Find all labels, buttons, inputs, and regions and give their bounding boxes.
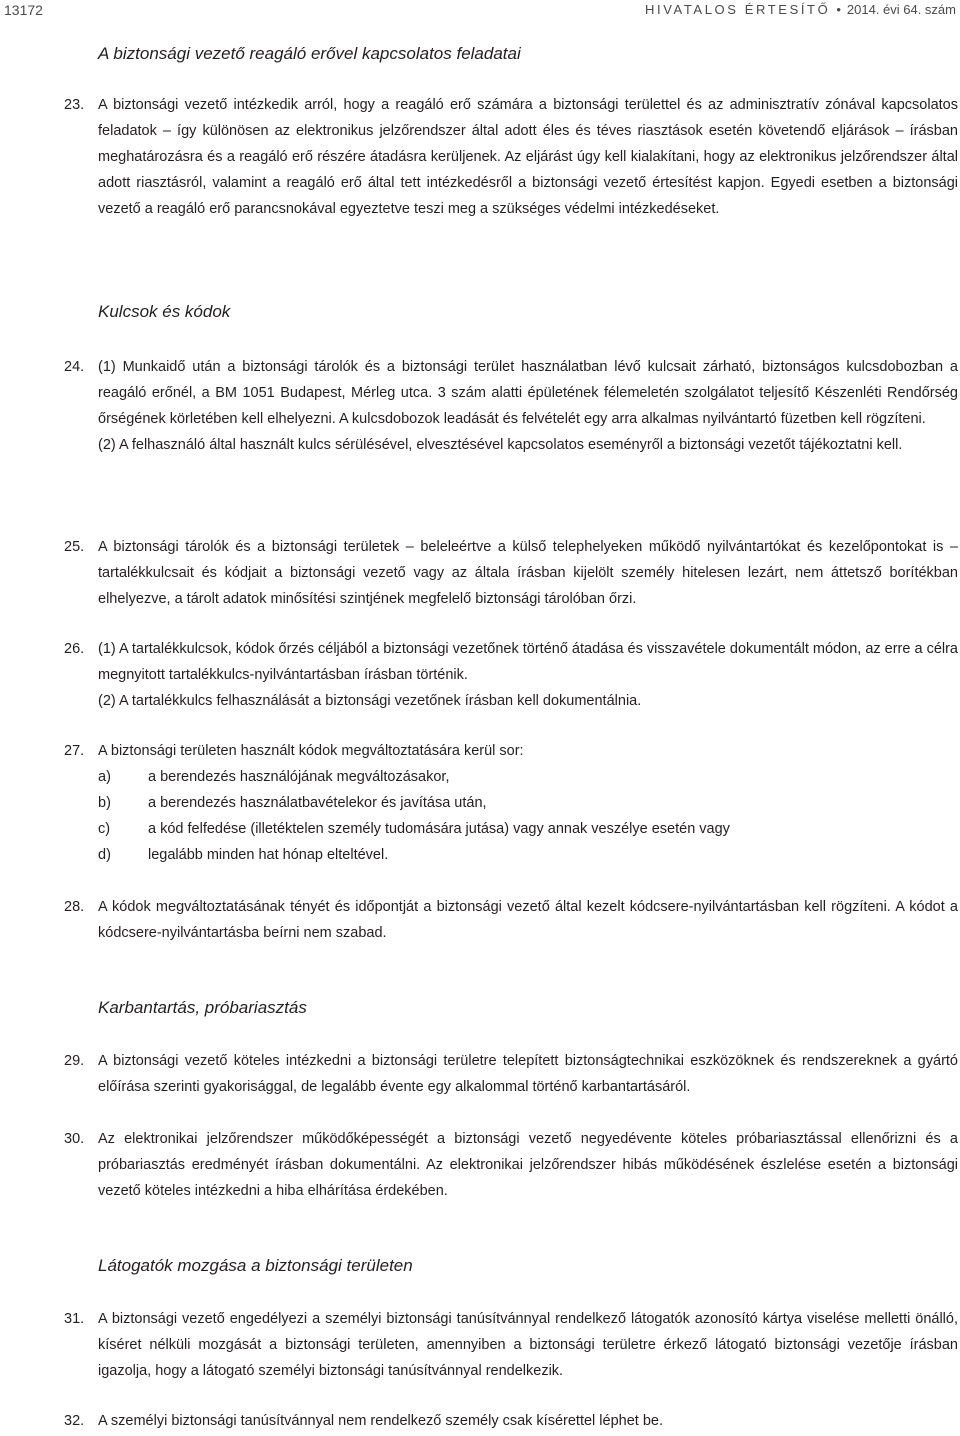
- paragraph-text-1: (1) A tartalékkulcsok, kódok őrzés céljából a biztonsági vezetőnek történő átadása és visszavétele dokumentált módon, az erre a célra megnyitott tartalékkulcs-nyilvántartásban írásban történik.: [98, 641, 958, 683]
- paragraph-number: 26.: [64, 641, 85, 657]
- list-label: a): [98, 769, 111, 785]
- list-item: [98, 764, 958, 790]
- list-item: [98, 816, 958, 842]
- list-text: a berendezés használójának megváltozásakor,: [148, 769, 450, 785]
- section-heading-latogatok: Látogatók mozgása a biztonsági területen: [98, 1256, 413, 1275]
- paragraph-number: 32.: [64, 1413, 85, 1429]
- section-heading-karbantartas: Karbantartás, próbariasztás: [98, 998, 307, 1017]
- paragraph-number: 27.: [64, 743, 85, 759]
- page-header: [0, 0, 960, 28]
- paragraph-number: 25.: [64, 539, 85, 555]
- section-heading-reagalo-ero: A biztonsági vezető reagáló erővel kapcsolatos feladatai: [98, 44, 521, 63]
- section-heading-kulcsok: Kulcsok és kódok: [98, 302, 231, 321]
- list-item: [98, 842, 958, 868]
- journal-title: HIVATALOS ÉRTESÍTŐ: [645, 2, 831, 17]
- list-label: c): [98, 821, 111, 837]
- list-label: d): [98, 847, 111, 863]
- paragraph-number: 28.: [64, 899, 85, 915]
- list-text: legalább minden hat hónap elteltével.: [148, 847, 389, 863]
- paragraph-text: A személyi biztonsági tanúsítvánnyal nem rendelkező személy csak kísérettel léphet be.: [98, 1413, 663, 1429]
- paragraph-number: 31.: [64, 1311, 85, 1327]
- journal-info: [645, 2, 956, 17]
- list-text: a berendezés használatbavételekor és javítása után,: [148, 795, 487, 811]
- paragraph-text: Az elektronikai jelzőrendszer működőképességét a biztonsági vezető negyedévente köteles próbariasztással ellenőrizni és a próbariasztás eredményét írásban dokumentálni. Az elektronikai jelzőrendszer hibás működésének észlelése esetén a biztonsági vezető köteles intézkedni a hiba elhárítása érdekében.: [98, 1131, 958, 1199]
- paragraph-text: A biztonsági vezető intézkedik arról, hogy a reagáló erő számára a biztonsági területtel és az adminisztratív zónával kapcsolatos feladatok – így különösen az elektronikus jelzőrendszer által adott éles és téves riasztások esetén követendő eljárások – írásban meghatározásra és a reagáló erő részére átadásra kerüljenek. Az eljárást úgy kell kialakítani, hogy az elektronikus jelzőrendszer által adott riasztásról, valamint a reagáló erő által tett intézkedésről a biztonsági vezető értesítést kapjon. Egyedi esetben a biztonsági vezető a reagáló erő parancsnokával egyeztetve teszi meg a szükséges védelmi intézkedéseket.: [98, 97, 958, 217]
- paragraph-text: A biztonsági tárolók és a biztonsági területek – beleleértve a külső telephelyeken működő nyilvántartókat és kezelőpontokat is – tartalékkulcsait és kódjait a biztonsági vezető vagy az általa írásban kijelölt személy hitelesen lezárt, nem áttetsző borítékban elhelyezve, a tárolt adatok minősítési szintjének megfelelő biztonsági tárolóban őrzi.: [98, 539, 958, 607]
- paragraph-text-1: (1) Munkaidő után a biztonsági tárolók és a biztonsági terület használatban lévő kulcsait zárható, biztonságos kulcsdobozban a reagáló erőnél, a BM 1051 Budapest, Mérleg utca. 3 szám alatti épületének félemeletén szolgálatot teljesítő Készenléti Rendőrség őrségének körletében kell elhelyezni. A kulcsdobozok leadását és felvételét egy arra alkalmas nyilvántartó füzetben kell rögzíteni.: [98, 359, 958, 427]
- bullet-separator: •: [836, 2, 841, 17]
- page-number: 13172: [4, 2, 43, 18]
- paragraph-text: A biztonsági vezető engedélyezi a személyi biztonsági tanúsítvánnyal rendelkező látogatók azonosító kártya viselése melletti önálló, kíséret nélküli mozgását a biztonsági területen, amennyiben a biztonsági területre érkező látogató biztonsági vezetője írásban igazolja, hogy a látogató személyi biztonsági tanúsítvánnyal rendelkezik.: [98, 1311, 958, 1379]
- list-text: a kód felfedése (illetéktelen személy tudomására jutása) vagy annak veszélye esetén vagy: [148, 821, 730, 837]
- paragraph-number: 24.: [64, 359, 85, 375]
- paragraph-number: 23.: [64, 97, 85, 113]
- issue-number: 2014. évi 64. szám: [846, 2, 956, 17]
- paragraph-intro: A biztonsági területen használt kódok megváltoztatására kerül sor:: [98, 743, 524, 759]
- paragraph-text: A biztonsági vezető köteles intézkedni a biztonsági területre telepített biztonságtechnikai eszközöknek és rendszereknek a gyártó előírása szerinti gyakorisággal, de legalább évente egy alkalommal történő karbantartásáról.: [98, 1053, 958, 1095]
- paragraph-text-2: (2) A felhasználó által használt kulcs sérülésével, elvesztésével kapcsolatos eseményről a biztonsági vezetőt tájékoztatni kell.: [98, 437, 903, 453]
- list-label: b): [98, 795, 111, 811]
- list-item: [98, 790, 958, 816]
- paragraph-text-2: (2) A tartalékkulcs felhasználását a biztonsági vezetőnek írásban kell dokumentálnia.: [98, 693, 642, 709]
- paragraph-number: 29.: [64, 1053, 85, 1069]
- code-change-list: [98, 764, 958, 868]
- paragraph-number: 30.: [64, 1131, 85, 1147]
- paragraph-text: A kódok megváltoztatásának tényét és időpontját a biztonsági vezető által kezelt kódcsere-nyilvántartásban kell rögzíteni. A kódot a kódcsere-nyilvántartásba beírni nem szabad.: [98, 899, 958, 941]
